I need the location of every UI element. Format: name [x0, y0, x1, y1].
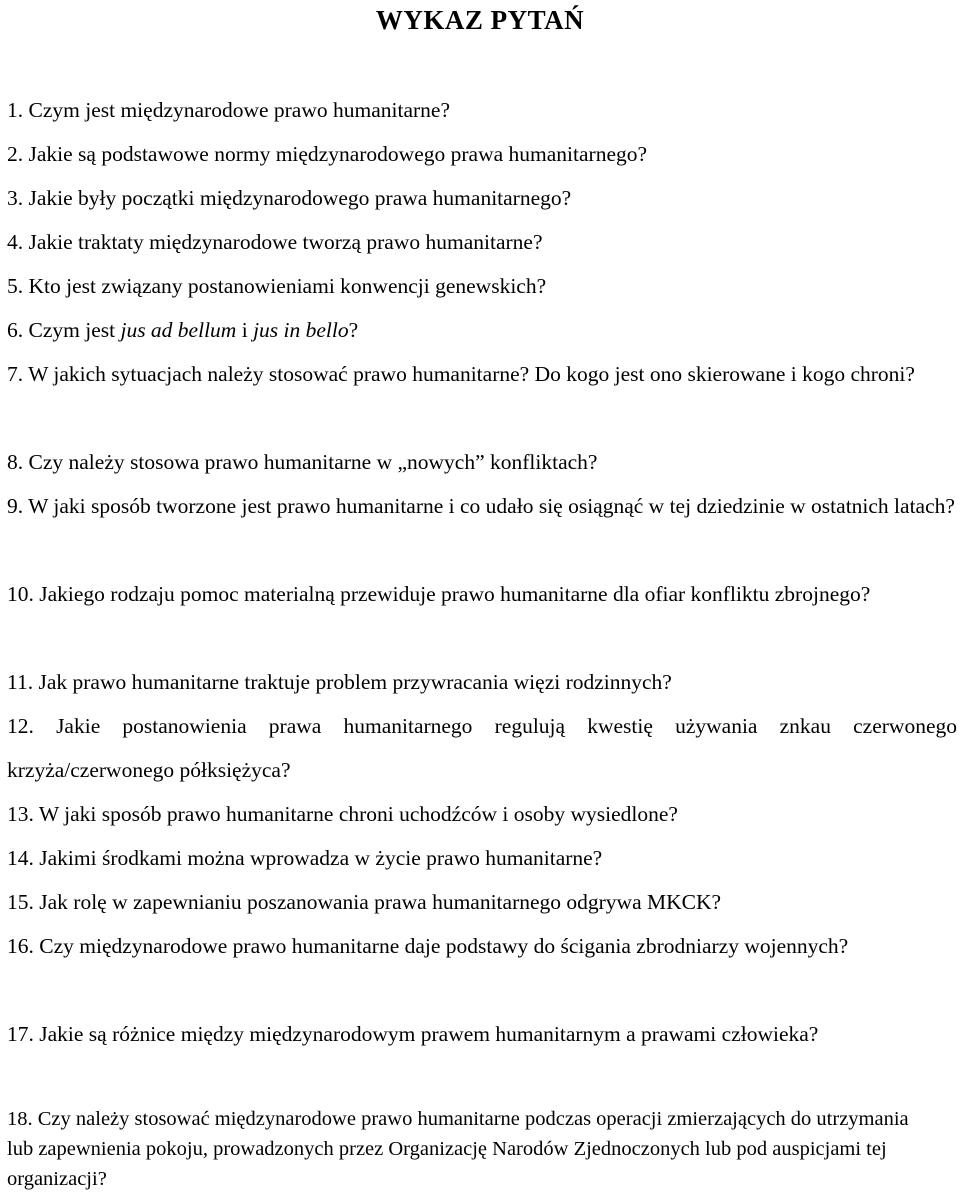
- question-number: 5.: [7, 274, 24, 298]
- question-number: 15.: [7, 890, 34, 914]
- question-text: W jaki sposób prawo humanitarne chroni uchodźców i osoby wysiedlone?: [38, 802, 678, 826]
- question-number: 7.: [7, 362, 24, 386]
- question-number: 10.: [7, 582, 34, 606]
- question-item-1: [7, 88, 957, 132]
- question-number: 18.: [7, 1108, 33, 1130]
- question-number: 9.: [7, 494, 24, 518]
- question-item-4: [7, 220, 957, 264]
- document-title: WYKAZ PYTAŃ: [375, 5, 585, 35]
- question-text-part: Czym jest: [28, 318, 121, 342]
- question-text: Jakimi środkami można wprowadza w życie prawo humanitarne?: [39, 846, 603, 870]
- question-item-14: [7, 836, 957, 880]
- question-text-part: ?: [348, 318, 359, 342]
- question-text-part: i: [236, 318, 254, 342]
- question-item-6: [7, 308, 957, 352]
- question-item-7: [7, 352, 957, 396]
- question-item-11: [7, 660, 957, 704]
- question-item-13: [7, 792, 957, 836]
- question-number: 1.: [7, 98, 24, 122]
- question-text: Kto jest związany postanowieniami konwencji genewskich?: [28, 274, 547, 298]
- question-number: 11.: [7, 670, 34, 694]
- question-text: Jakiego rodzaju pomoc materialną przewiduje prawo humanitarne dla ofiar konfliktu zbrojnego?: [39, 582, 871, 606]
- question-item-8: [7, 440, 957, 484]
- question-item-3: [7, 176, 957, 220]
- question-item-15: [7, 880, 957, 924]
- question-item-16: [7, 924, 957, 968]
- question-text: W jakich sytuacjach należy stosować prawo humanitarne? Do kogo jest ono skierowane i kogo chroni?: [28, 362, 915, 386]
- question-text: Jakie są różnice między międzynarodowym prawem humanitarnym a prawami człowieka?: [39, 1022, 819, 1046]
- question-text: Jakie traktaty międzynarodowe tworzą prawo humanitarne?: [28, 230, 543, 254]
- question-item-10: [7, 572, 957, 616]
- question-item-18: [7, 1104, 937, 1194]
- question-number: 16.: [7, 934, 34, 958]
- question-item-2: [7, 132, 957, 176]
- question-number: 6.: [7, 318, 24, 342]
- question-text: Jak prawo humanitarne traktuje problem przywracania więzi rodzinnych?: [38, 670, 672, 694]
- question-text: Czym jest międzynarodowe prawo humanitarne?: [28, 98, 450, 122]
- question-text: Jak rolę w zapewnianiu poszanowania prawa humanitarnego odgrywa MKCK?: [39, 890, 722, 914]
- question-item-9: [7, 484, 957, 528]
- question-text: Jakie postanowienia prawa humanitarnego regulują kwestię używania znkau czerwonego krzyża/czerwonego półksiężyca?: [7, 714, 958, 782]
- question-text: Czy należy stosować międzynarodowe prawo humanitarne podczas operacji zmierzających do utrzymania lub zapewnienia pokoju, prowadzonych przez Organizację Narodów Zjednoczonych lub pod auspicjami tej organizacji?: [7, 1108, 909, 1190]
- question-item-17: [7, 1012, 957, 1056]
- question-item-5: [7, 264, 957, 308]
- question-number: 14.: [7, 846, 34, 870]
- question-text: Czy należy stosowa prawo humanitarne w „nowych” konfliktach?: [28, 450, 598, 474]
- question-text: Jakie są podstawowe normy międzynarodowego prawa humanitarnego?: [28, 142, 648, 166]
- question-number: 2.: [7, 142, 24, 166]
- question-number: 3.: [7, 186, 24, 210]
- question-number: 12.: [7, 714, 34, 738]
- question-number: 17.: [7, 1022, 34, 1046]
- latin-term-jus-in-bello: jus in bello: [253, 318, 349, 342]
- question-item-12: [7, 704, 957, 792]
- question-number: 8.: [7, 450, 24, 474]
- question-number: 4.: [7, 230, 24, 254]
- question-text: W jaki sposób tworzone jest prawo humanitarne i co udało się osiągnąć w tej dziedzinie w ostatnich latach?: [28, 494, 955, 518]
- question-text: Jakie były początki międzynarodowego prawa humanitarnego?: [28, 186, 572, 210]
- question-text: Czy międzynarodowe prawo humanitarne daje podstawy do ścigania zbrodniarzy wojennych?: [39, 934, 849, 958]
- question-number: 13.: [7, 802, 34, 826]
- question-text: [29, 318, 359, 342]
- latin-term-jus-ad-bellum: jus ad bellum: [120, 318, 237, 342]
